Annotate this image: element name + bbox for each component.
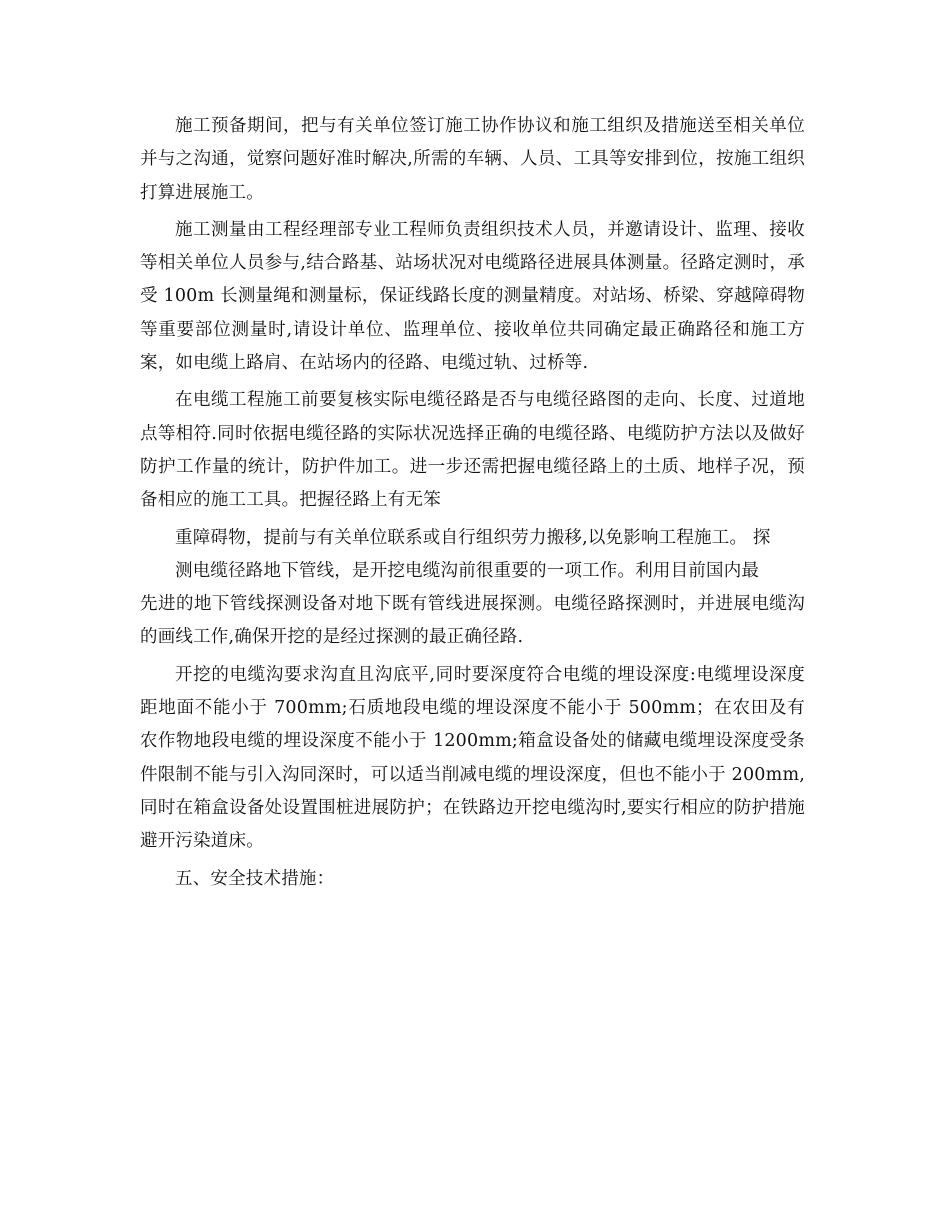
paragraph-route-check: 在电缆工程施工前要复核实际电缆径路是否与电缆径路图的走向、长度、过道地点等相符.同时依据电缆径路的实际状况选择正确的电缆径路、电缆防护方法以及做好防护工作量的统计，防护件加工。进一步还需把握电缆径路上的土质、地样子况，预备相应的施工工具。把握径路上有无笨: [140, 390, 805, 511]
paragraph-detection-equipment: 先进的地下管线探测设备对地下既有管线进展探测。电缆径路探测时，并进展电缆沟的画线工作,确保开挖的是经过探测的最正确径路.: [140, 594, 805, 648]
paragraph-pipeline-detect: 测电缆径路地下管线，是开挖电缆沟前很重要的一项工作。利用目前国内最: [175, 560, 760, 581]
paragraph-survey: 施工测量由工程经理部专业工程师负责组织技术人员，并邀请设计、监理、接收等相关单位人员参与,结合路基、站场状况对电缆路径进展具体测量。径路定测时，承受 100m 长测量绳和测量标，保证线路长度的测量精度。对站场、桥梁、穿越障碍物等重要部位测量时,请设计单位、监理单位、接收单位共同确定最正确路径和施工方案，如电缆上路肩、在站场内的径路、电缆过轨、过桥等.: [140, 219, 805, 374]
section-heading-safety: 五、安全技术措施：: [175, 868, 335, 889]
document-body: [140, 110, 805, 896]
paragraph-trench-depth: 开挖的电缆沟要求沟直且沟底平,同时要深度符合电缆的埋设深度:电缆埋设深度距地面不能小于 700mm;石质地段电缆的埋设深度不能小于 500mm；在农田及有农作物地段电缆的埋设深度不能小于 1200mm;箱盒设备处的储藏电缆埋设深度受条件限制不能与引入沟同深时，可以适当削减电缆的埋设深度，但也不能小于 200mm,同时在箱盒设备处设置围桩进展防护；在铁路边开挖电缆沟时,要实行相应的防护措施避开污染道床。: [140, 664, 805, 852]
paragraph-preparation: 施工预备期间，把与有关单位签订施工协作协议和施工组织及措施送至相关单位并与之沟通，觉察问题好准时解决,所需的车辆、人员、工具等安排到位，按施工组织打算进展施工。: [140, 116, 805, 203]
paragraph-obstacles: 重障碍物，提前与有关单位联系或自行组织劳力搬移,以免影响工程施工。 探: [175, 527, 771, 548]
